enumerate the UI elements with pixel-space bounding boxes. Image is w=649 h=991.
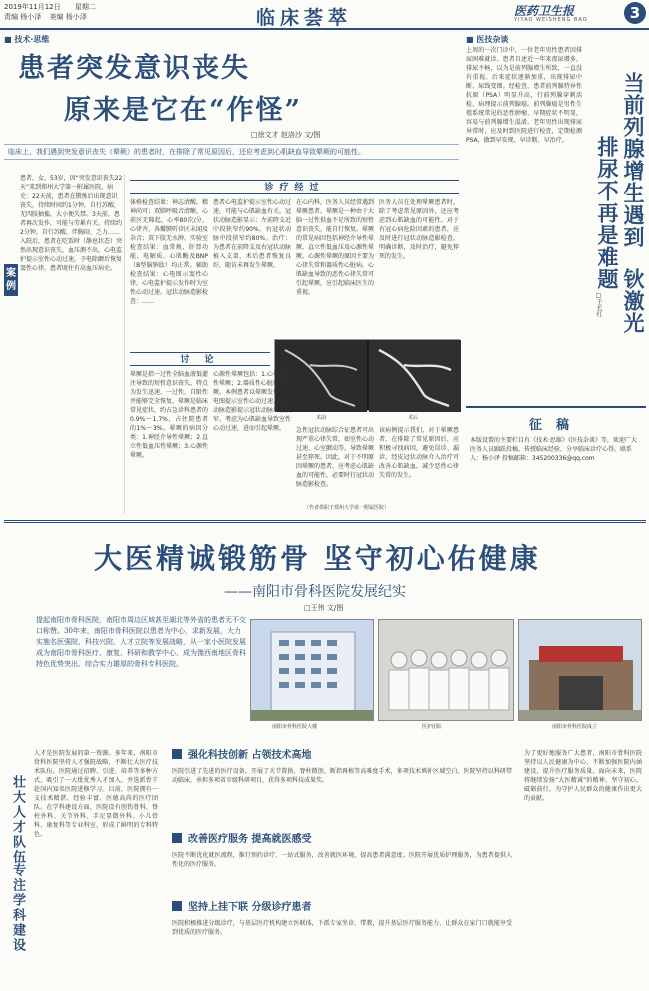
masthead-meta <box>4 2 96 22</box>
feature-col-mid-1: 医院引进了先进的医疗设备，开展了关节置换、脊柱微创、断指再植等高难度手术，多项技术填补区域空白。医院坚持以科研带动临床，承担多项省市级科研项目，获得多项科技成果奖。 <box>172 768 512 784</box>
caption-before: 术前 <box>316 415 327 421</box>
subheading-tiered-text: 坚持上挂下联 分级诊疗患者 <box>188 902 312 913</box>
diagnosis-col-3: 在心内科，医务人员经常遇到晕厥患者。晕厥是一种由于大脑一过性供血不足所致的短暂意识丧失，能自行恢复。晕厥的常见病因包括神经介导性晕厥、直立性低血压及心源性晕厥。心源性晕厥的原因主要为心律失常和器质性心脏病。心肌缺血导致的恶性心律失常可引起晕厥，应引起临床医生的重视。 <box>296 199 375 296</box>
feature-col-left: 人才是医院发展的第一资源。多年来，南阳市骨科医院坚持人才强院战略，不断壮大医疗技术队伍。医院通过招聘、引进、培养等多种方式，吸引了一大批优秀人才加入，并选派骨干赴国内知名医院进修学习。目前，医院拥有一支技术精湛、经验丰富、医德高尚的医疗团队。在学科建设方面，医院设有创伤骨科、脊柱外科、关节外科、手足显微外科、小儿骨科、康复科等专业科室，形成了鲜明的专科特色。 <box>34 750 158 838</box>
medical-team-photo <box>378 619 514 721</box>
angiography-image <box>274 339 460 411</box>
article-lead: 临床上，我们遇到突发意识丧失（晕厥）的患者时，在排除了常见原因后，还应考虑到心肌缺血导致晕厥的可能性。 <box>4 144 459 160</box>
newspaper-logo: 医药卫生报 <box>514 4 575 18</box>
feature-headline: 大医精诚锻筋骨 坚守初心佑健康 <box>94 542 541 575</box>
issue-date: 2019年11月12日 <box>4 3 61 11</box>
vertical-label-talent: 壮大人才队伍 <box>10 775 25 865</box>
feature-lead: 提起南阳市骨科医院，南阳市周边区域甚至湖北等外省的患者无不交口称赞。30年来，南阳市骨科医院以患者为中心，求新发展，大力实施名医强院、科技兴院、人才立院等发展战略，从一家小医院发展成为南阳市骨科医疗、康复、科研和教学中心，成为豫西南地区骨科特色优势突出、综合实力雄厚的骨科专科医院。 <box>36 616 246 668</box>
article-headline <box>18 46 458 127</box>
section-heading-discussion: 讨 论 <box>130 352 270 366</box>
angiography-illustration <box>275 340 461 412</box>
building-illustration <box>251 620 374 721</box>
diagnosis-col-1: 体格检查结果：神志清醒，精神尚可；双肺呼吸音清晰，心前区无隆起，心率80次/分，心律齐，各瓣膜听诊区未闻及杂音；双下肢无水肿。实验室检查结果：血常规、肝肾功能、电解质、心肌酶及BNP（B型脑钠肽）均正常。辅助检查结果：心电图示窦性心律，心电监护提示发作时为室性心动过速。冠状动脉造影检查：…… <box>130 199 209 305</box>
call-for-papers-text: 本版设置的主要栏目有《技术·思维》《医技杂谈》等，欢迎广大医务人员踊跃投稿，传授临床经验，分享临床诊疗心得。联系人：杨小泽 投稿邮箱：345200336@qq.com <box>470 437 637 462</box>
sidebar-headline <box>588 72 646 402</box>
gate-illustration <box>519 620 642 721</box>
sidebar-headline-col-1: 当前列腺增生遇到 <box>621 72 646 248</box>
photo-caption-team: 医护团队 <box>422 724 443 730</box>
author-affiliation: （作者供职于郑州大学第一附属医院） <box>304 505 390 511</box>
column-tag: ■ 技术·思维 <box>4 35 50 44</box>
headline-line-2: 原来是它在“作怪” <box>64 95 303 126</box>
sidebar-author: □王长红 <box>595 292 602 317</box>
feature-col-right: 为了更好地服务广大患者，南阳市骨科医院坚持以人民健康为中心，不断加强医院内涵建设，提升医疗服务质量。面向未来，医院将继续发扬“大医精诚”的精神，坚守初心，砥砺前行，为守护人民群众的健康作出更大的贡献。 <box>524 750 642 802</box>
sidebar-headline-col-2: 钬激光 <box>621 268 646 334</box>
section-title: 临床荟萃 <box>256 7 353 29</box>
sidebar-column <box>466 34 646 514</box>
discussion-col-1: 晕厥是指一过性全脑血液低灌注导致的短暂意识丧失，特点为发生迅速、一过性、自限性并能够完全恢复。晕厥是临床常见症状，约占急诊科患者的0.9%～1.7%，占住院患者的1%～3%。晕厥的病因分类：1.神经介导性晕厥；2.直立性低血压性晕厥；3.心源性晕厥。 <box>130 371 209 459</box>
headline-line-1: 患者突发意识丧失 <box>18 53 250 84</box>
feature-byline: □王伟 文/图 <box>304 604 344 612</box>
sidebar-tag: ■ 医技杂谈 <box>466 35 509 44</box>
square-bullet-icon <box>172 901 182 911</box>
page-number: 3 <box>624 2 646 24</box>
subheading-tiered <box>172 901 311 915</box>
caption-after: 术后 <box>408 415 419 421</box>
photo-caption-building: 南阳市骨科医院大楼 <box>272 724 318 730</box>
editor-credit: 责编 杨小泽 <box>4 13 42 21</box>
case-text: 患者，女，53岁，因“突发意识丧失22天”来到郑州大学第一附属医院。病史：22天前，患者在锻炼后出现意识丧失，持续时间约1分钟，自行苏醒，无四肢抽搐、大小便失禁。3天前，患者再次发作，可能与劳累有关，持续约2分钟，自行苏醒，伴胸闷、乏力……入院后，患者在吃饭时（静息状态）突然出现意识丧失，血压测不出，心电监护提示室性心动过速，予电除颤后恢复窦性心律。患者既往有高血压病史。 <box>20 175 123 272</box>
case-box <box>4 174 125 514</box>
newspaper-pinyin: YIYAO WEISHENG BAO <box>514 17 588 23</box>
subheading-tech-text: 强化科技创新 占领技术高地 <box>188 750 312 761</box>
article-byline: □徐文才 赵洛沙 文/图 <box>251 131 321 139</box>
square-bullet-icon <box>172 833 182 843</box>
issue-weekday: 星期二 <box>74 3 96 11</box>
feature-col-mid-2: 医院不断优化就医流程，推行预约诊疗、一站式服务，改善就医环境，提高患者满意度。医院开展优质护理服务，为患者提供人性化的医疗服务。 <box>172 852 512 868</box>
subheading-service <box>172 833 311 847</box>
photo-caption-gate: 南阳市骨科医院成立 <box>552 724 598 730</box>
call-for-papers-title: 征稿 <box>528 418 583 433</box>
article-syncope <box>4 34 459 514</box>
discussion-col-4: 该病例提示我们，对于晕厥患者，在排除了常见原因后，应积极寻找病因，避免误诊、漏诊。经皮冠状动脉介入治疗可改善心肌缺血，减少恶性心律失常的发生。 <box>379 427 459 479</box>
discussion-col-3: 急性冠状动脉综合征患者可出现严重心律失常，如室性心动过速、心室颤动等，导致晕厥甚至猝死。因此，对于不明原因晕厥的患者，应考虑心肌缺血的可能性，必要时行冠状动脉造影检查。 <box>296 427 375 488</box>
team-illustration <box>379 620 514 721</box>
hospital-gate-photo <box>518 619 642 721</box>
designer-credit: 美编 杨小泽 <box>49 13 87 21</box>
article-hospital <box>4 520 646 987</box>
case-label: 案例 <box>4 264 18 296</box>
subheading-tech <box>172 749 311 763</box>
discussion-col-2: 心源性晕厥包括：1.心律失常性晕厥；2.器质性心脏病性晕厥。本例患者以晕厥发作，心电图提示室性心动过速，冠状动脉造影提示冠状动脉严重狭窄，考虑为心肌缺血导致室性心动过速，进而引起晕厥。 <box>213 371 292 432</box>
sidebar-headline-col-3: 排尿不再是难题 <box>595 136 620 290</box>
hospital-building-photo <box>250 619 374 721</box>
diagnosis-col-2: 患者心电监护提示室性心动过速，可能与心肌缺血有关。冠状动脉造影显示：左前降支近中段狭窄约90%，右冠状动脉中段狭窄约80%。治疗：为患者在前降支及右冠状动脉植入支架，术后患者恢复良好，随访未再发生晕厥。 <box>213 199 292 269</box>
feature-subtitle: ——南阳市骨科医院发展纪实 <box>224 584 406 600</box>
sidebar-text: 上周的一次门诊中，一位老年男性患者因排尿困难就诊。患者自述近一年来夜尿增多，排尿不畅，以为是前列腺增生所致，一直没有重视。后来症状逐渐加重，出现排尿中断、尿线变细。经检查，患者前列腺特异性抗原（PSA）明显升高，行前列腺穿刺活检，病理提示前列腺癌。前列腺癌是男性生殖系统常见的恶性肿瘤，早期症状不明显，容易与前列腺增生混淆。老年男性出现排尿异常时，应及时到医院进行检查，定期检测PSA，做到早发现、早诊断、早治疗。 <box>466 47 582 144</box>
vertical-label-discipline: 专注学科建设 <box>10 863 25 953</box>
page-masthead <box>0 0 649 30</box>
section-heading-diagnosis: 诊疗经过 <box>130 180 459 194</box>
subheading-service-text: 改善医疗服务 提高就医感受 <box>188 834 312 845</box>
diagnosis-col-4: 医务人员在处理晕厥患者时，除了考虑常见原因外，还应考虑到心肌缺血的可能性。对于有冠心病危险因素的患者，应及时进行冠状动脉造影检查，明确诊断，及时治疗，避免猝死的发生。 <box>379 199 459 260</box>
call-for-papers <box>466 406 646 514</box>
feature-col-mid-3: 医院积极推进分级诊疗，与基层医疗机构建立医联体，下派专家坐诊、带教，提升基层医疗服务能力，让群众在家门口就能享受到优质的医疗服务。 <box>172 920 512 936</box>
masthead-brand <box>514 2 646 28</box>
square-bullet-icon <box>172 749 182 759</box>
